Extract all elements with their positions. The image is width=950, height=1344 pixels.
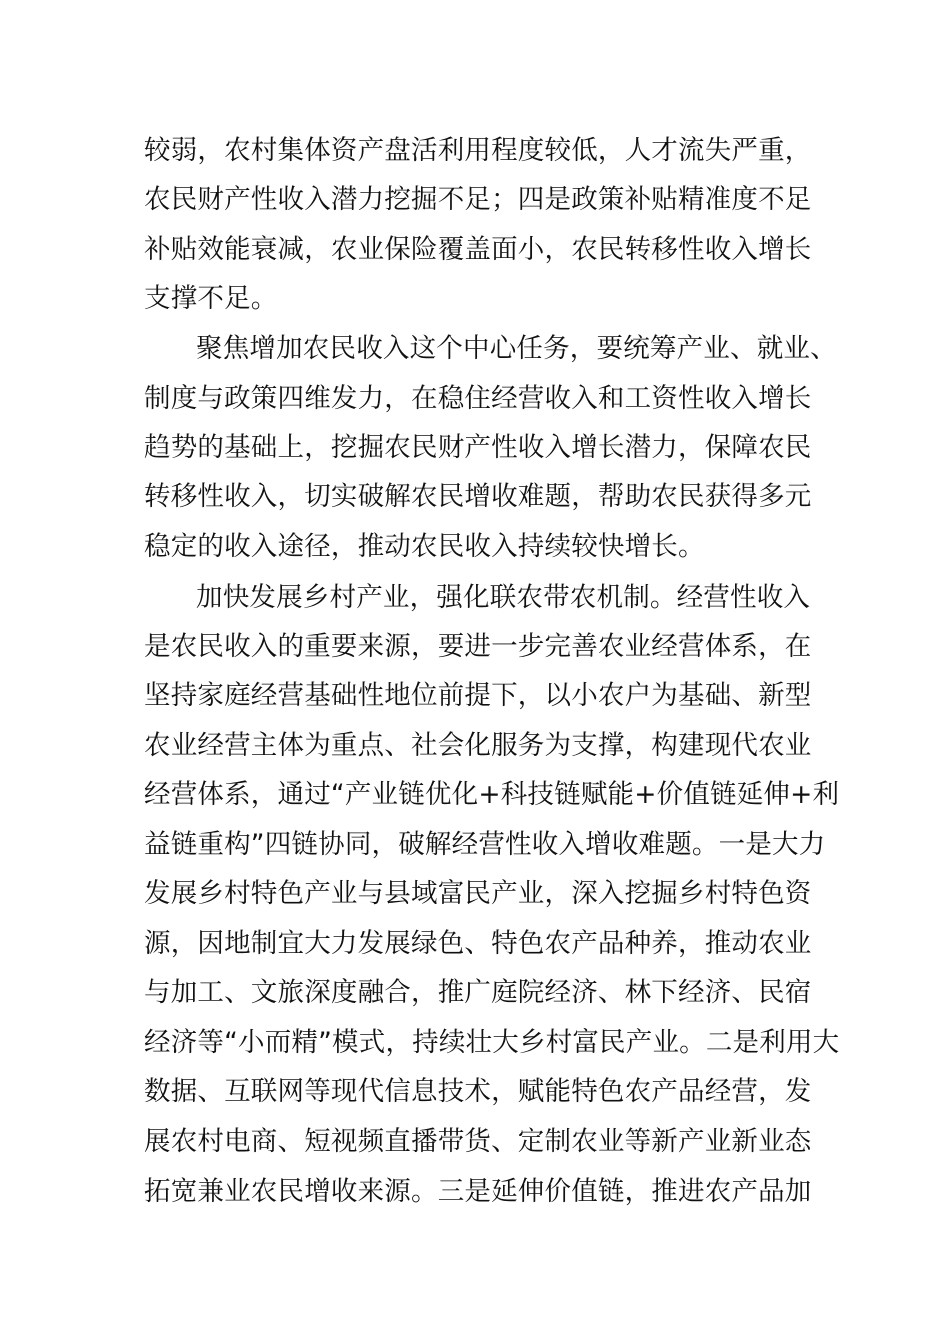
text-line: 经营体系，通过“产业链优化+科技链赋能+价值链延伸+利 xyxy=(144,779,840,810)
text-line: 益链重构”四链协同，破解经营性收入增收难题。一是大力 xyxy=(144,829,826,860)
text-line: 补贴效能衰减，农业保险覆盖面小，农民转移性收入增长 xyxy=(144,234,812,265)
text-line: 是农民收入的重要来源，要进一步完善农业经营体系，在 xyxy=(144,631,812,662)
text-line: 经济等“小而精”模式，持续壮大乡村富民产业。二是利用大 xyxy=(144,1027,840,1058)
text-line: 数据、互联网等现代信息技术，赋能特色农产品经营，发 xyxy=(144,1076,812,1107)
text-line: 源，因地制宜大力发展绿色、特色农产品种养，推动农业 xyxy=(144,928,812,959)
text-line: 与加工、文旅深度融合，推广庭院经济、林下经济、民宿 xyxy=(144,977,812,1008)
text-line: 较弱，农村集体资产盘活利用程度较低，人才流失严重， xyxy=(144,135,812,166)
text-line: 转移性收入，切实破解农民增收难题，帮助农民获得多元 xyxy=(144,481,812,512)
text-line: 坚持家庭经营基础性地位前提下，以小农户为基础、新型 xyxy=(144,680,812,711)
text-line: 农业经营主体为重点、社会化服务为支撑，构建现代农业 xyxy=(144,730,812,761)
text-line: 趋势的基础上，挖掘农民财产性收入增长潜力，保障农民 xyxy=(144,432,812,463)
paragraph-first-line: 加快发展乡村产业，强化联农带农机制。经营性收入 xyxy=(196,582,811,613)
text-line: 支撑不足。 xyxy=(144,283,278,314)
text-line: 拓宽兼业农民增收来源。三是延伸价值链，推进农产品加 xyxy=(144,1176,812,1207)
text-line: 制度与政策四维发力，在稳住经营收入和工资性收入增长 xyxy=(144,383,812,414)
text-line: 展农村电商、短视频直播带货、定制农业等新产业新业态 xyxy=(144,1126,812,1157)
text-line: 发展乡村特色产业与县域富民产业，深入挖掘乡村特色资 xyxy=(144,878,812,909)
paragraph-first-line: 聚焦增加农民收入这个中心任务，要统筹产业、就业、 xyxy=(196,333,837,364)
text-line: 农民财产性收入潜力挖掘不足；四是政策补贴精准度不足 xyxy=(144,184,812,215)
text-line: 稳定的收入途径，推动农民收入持续较快增长。 xyxy=(144,531,705,562)
